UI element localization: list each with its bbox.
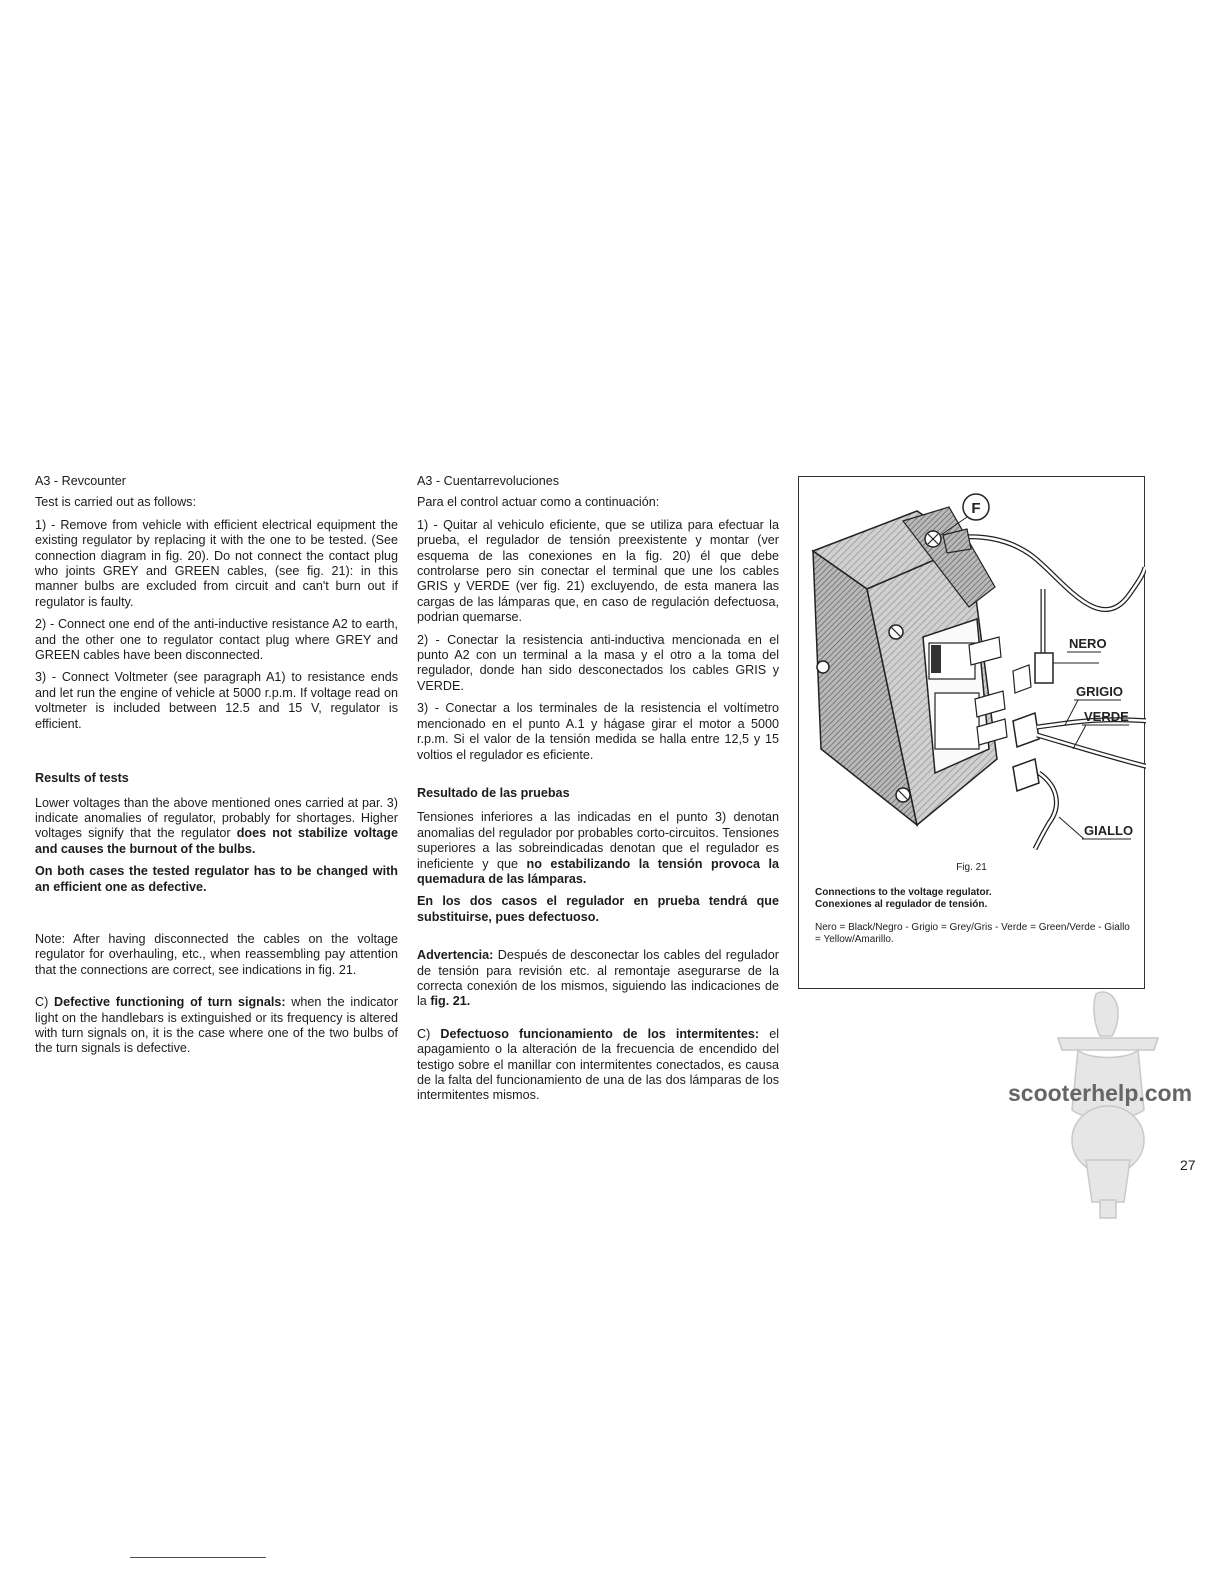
note-label: Advertencia: xyxy=(417,948,494,963)
figure-caption-es: Conexiones al regulador de tensión. xyxy=(815,899,988,910)
regulator-diagram xyxy=(799,477,1146,857)
note-paragraph xyxy=(35,932,398,978)
turn-signals-prefix: C) xyxy=(35,995,49,1010)
results-text-bold: no estabilizando la tensión provoca la quemadura de las lámparas. xyxy=(417,856,779,886)
plug-giallo xyxy=(1013,759,1039,791)
marker-f-label: F xyxy=(971,500,981,517)
note-text: After having disconnected the cables on the voltage regulator for overhauling, etc., when reassembling pay attention that the connections are correct, see indications in fig. 21. xyxy=(35,931,398,977)
results-conclusion: En los dos casos el regulador en prueba tendrá que substituirse, pues defectuoso. xyxy=(417,894,779,924)
bottom-rule xyxy=(130,1557,266,1558)
plug-grigio-verde xyxy=(1013,713,1039,747)
intro-text: Test is carried out as follows: xyxy=(35,495,196,510)
results-heading: Resultado de las pruebas xyxy=(417,785,570,800)
figure-legend: Nero = Black/Negro - Grigio = Grey/Gris - Verde = Green/Verde - Giallo = Yellow/Amarillo. xyxy=(815,922,1130,945)
turn-signals-label: Defectuoso funcionamiento de los intermitentes: xyxy=(440,1026,760,1041)
section-title: A3 - Cuentarrevoluciones xyxy=(417,474,560,488)
note-label: Note: xyxy=(35,931,66,946)
intro-text: Para el control actuar como a continuación: xyxy=(417,495,660,510)
page-number: 27 xyxy=(1180,1157,1196,1173)
wire-label-nero: NERO xyxy=(1069,636,1107,651)
results-text-bold: does not stabilize voltage and causes the burnout of the bulbs. xyxy=(35,826,398,856)
step-2: 2) - Conectar la resistencia anti-inductiva mencionada en el punto A2 con un terminal a la masa y el otro a la toma del regulador, donde han sido desconectados los cables GRIS y VERDE. xyxy=(417,632,779,693)
turn-signals-text: el apagamiento o la alteración de la frecuencia de encendido del testigo sobre el manillar con intermitentes conectados, es causa de la falta del funcionamiento de una de las dos lámparas de los intermitentes mismos. xyxy=(417,1026,780,1103)
plug-housing xyxy=(1013,665,1031,693)
wire-label-verde: VERDE xyxy=(1084,709,1129,724)
results-text-normal: Lower voltages than the above mentioned ones carried at par. 3) indicate anomalies of regulator, probably for shortages. Higher voltages signify that the regulator xyxy=(35,795,398,841)
note-paragraph xyxy=(417,948,779,1010)
turn-signals-prefix: C) xyxy=(417,1026,431,1041)
figure-caption-en: Connections to the voltage regulator. xyxy=(815,887,992,898)
results-conclusion: On both cases the tested regulator has to be changed with an efficient one as defective. xyxy=(35,864,398,894)
figure-21 xyxy=(798,476,1145,989)
section-title: A3 - Revcounter xyxy=(35,474,126,488)
step-1: 1) - Quitar al vehiculo eficiente, que se utiliza para efectuar la prueba, el regulador de tensión preexistente y montar (ver esquema de las conexiones en la fig. 20) él que debe controlarse pero sin conectar el terminal que une los cables GRIS y VERDE (ver fig. 21) excluyendo, de esta manera las cargas de las lámparas que, en caso de regulación defectuosa, podrian quemarse. xyxy=(417,517,779,625)
wire-label-grigio: GRIGIO xyxy=(1076,684,1123,699)
turn-signals-paragraph xyxy=(35,995,398,1057)
step-3: 3) - Connect Voltmeter (see paragraph A1) to resistance ends and let run the engine of vehicle at 5000 r.p.m. If voltage read on voltmeter is included between 12.5 and 15 V, regulator is efficient. xyxy=(35,670,398,731)
wire-label-giallo: GIALLO xyxy=(1084,823,1134,838)
results-text-normal: Tensiones inferiores a las indicadas en el punto 3) denotan anomalias del regulador por probables corto-circuitos. Tensiones superiores a las sobreindicadas denotan que el regulador es ineficiente y que xyxy=(417,810,779,871)
turn-signals-paragraph xyxy=(417,1027,779,1104)
step-1: 1) - Remove from vehicle with efficient electrical equipment the existing regulator by replacing it with the one to be tested. (See connection diagram in fig. 20). Do not connect the contact plug who joints GREY and GREEN cables, (see fig. 21): in this manner bulbs are excluded from circuit and can't burn out if regulator is faulty. xyxy=(35,517,398,609)
results-text xyxy=(35,796,398,858)
plug-nero xyxy=(1035,653,1053,683)
results-heading: Results of tests xyxy=(35,771,129,786)
spanish-column xyxy=(417,474,779,1111)
connector-latch xyxy=(931,645,941,673)
turn-signals-label: Defective functioning of turn signals: xyxy=(54,995,286,1010)
note-text: Después de desconectar los cables del regulador de tensión para revisión etc. al remontaje asegurarse de la correcta conexión de los mismos, siguiendo las indicaciones de la xyxy=(417,948,780,1009)
figure-number: Fig. 21 xyxy=(956,862,987,873)
note-text-bold: fig. 21. xyxy=(430,994,471,1009)
watermark-text: scooterhelp.com xyxy=(1008,1080,1193,1106)
english-column xyxy=(35,474,398,1064)
screw-icon xyxy=(817,661,829,673)
step-2: 2) - Connect one end of the anti-inductive resistance A2 to earth, and the other one to regulator contact plug where GREY and GREEN cables have been disconnected. xyxy=(35,617,398,663)
turn-signals-text: when the indicator light on the handlebars is extinguished or its frequency is altered with turn signals on, it is the case where one of the two bulbs of the turn signals is defective. xyxy=(35,995,399,1056)
step-3: 3) - Conectar a los terminales de la resistencia el voltímetro mencionado en el punto A.1 y hágase girar el motor a 5000 r.p.m. Si el valor de la tensión medida se halla entre 12,5 y 15 voltios el regulador es eficiente. xyxy=(417,701,779,762)
results-text xyxy=(417,810,779,887)
